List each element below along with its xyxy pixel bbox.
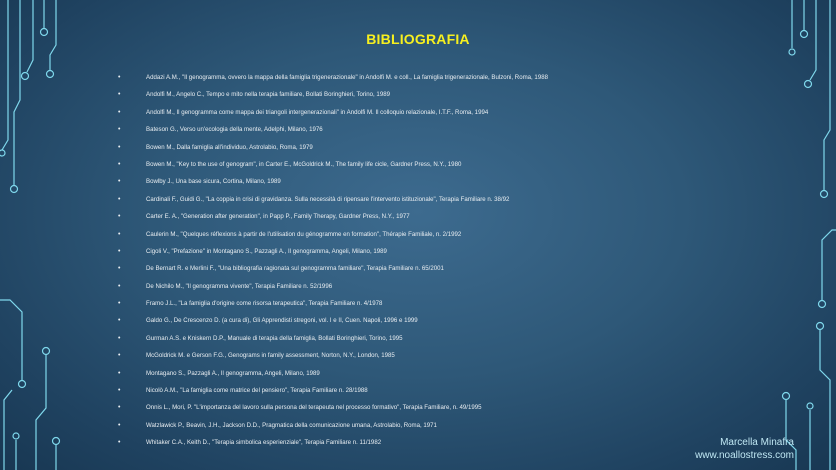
- bullet-icon: •: [118, 265, 121, 273]
- bullet-icon: •: [118, 160, 121, 168]
- list-item: [118, 159, 738, 176]
- reference-text: Caulerin M., "Quelques réflexions à partir de l'utilisation du génogramme en formation", Thérapie Familiale, n. 2/1992: [146, 230, 462, 238]
- reference-text: Galdo G., De Crescenzo D. (a cura di), Gli Apprendisti stregoni, vol. I e II, Cuen. Napoli, 1996 e 1999: [146, 317, 418, 325]
- reference-text: Carter E. A., "Generation after generation", in Papp P., Family Therapy, Gardner Press, N.Y., 1977: [146, 213, 410, 221]
- reference-text: Bateson G., Verso un'ecologia della mente, Adelphi, Milano, 1976: [146, 126, 323, 134]
- bullet-icon: •: [118, 300, 121, 308]
- reference-text: Onnis L., Mori, P. "L'importanza del lavoro sulla persona del terapeuta nel processo formativo", Terapia Familiare, n. 49/1995: [146, 404, 482, 412]
- bibliography-list: [118, 72, 738, 455]
- list-item: [118, 142, 738, 159]
- bullet-icon: •: [118, 213, 121, 221]
- author-name: Marcella Minafra: [720, 437, 794, 448]
- reference-text: Bowlby J., Una base sicura, Cortina, Milano, 1989: [146, 178, 281, 186]
- list-item: [118, 194, 738, 211]
- list-item: [118, 350, 738, 367]
- list-item: [118, 333, 738, 350]
- list-item: [118, 107, 738, 124]
- bullet-icon: •: [118, 317, 121, 325]
- reference-text: Bowen M., "Key to the use of genogram", in Carter E., McGoldrick M., The family life cicle, Gardner Press, N.Y., 1980: [146, 160, 462, 168]
- list-item: [118, 437, 738, 454]
- list-item: [118, 420, 738, 437]
- bullet-icon: •: [118, 421, 121, 429]
- list-item: [118, 402, 738, 419]
- list-item: [118, 281, 738, 298]
- reference-text: Watzlawick P., Beavin, J.H., Jackson D.D., Pragmatica della comunicazione umana, Astrolabio, Roma, 1971: [146, 421, 437, 429]
- slide-title: BIBLIOGRAFIA: [366, 31, 470, 47]
- bullet-icon: •: [118, 352, 121, 360]
- bullet-icon: •: [118, 439, 121, 447]
- bullet-icon: •: [118, 334, 121, 342]
- reference-text: Gurman A.S. e Kniskern D.P., Manuale di terapia della famiglia, Bollati Boringhieri, Torino, 1995: [146, 334, 403, 342]
- reference-text: De Bernart R. e Merlini F., "Una bibliografia ragionata sul genogramma familiare", Terapia Familiare n. 65/2001: [146, 265, 444, 273]
- circuit-decoration-left: [0, 0, 70, 470]
- bullet-icon: •: [118, 178, 121, 186]
- list-item: [118, 211, 738, 228]
- list-item: [118, 89, 738, 106]
- bullet-icon: •: [118, 387, 121, 395]
- reference-text: De Nichilo M., "Il genogramma vivente", Terapia Familiare n. 52/1996: [146, 282, 333, 290]
- bullet-icon: •: [118, 91, 121, 99]
- reference-text: Framo J.L., "La famiglia d'origine come risorsa terapeutica", Terapia Familiare n. 4/1978: [146, 300, 383, 308]
- list-item: [118, 124, 738, 141]
- author-website: www.noallostress.com: [695, 450, 794, 461]
- bullet-icon: •: [118, 74, 121, 81]
- author-signature: [695, 436, 794, 462]
- reference-text: Cigoli V., "Prefazione" in Montagano S., Pazzagli A., Il genogramma, Angeli, Milano, 1989: [146, 247, 387, 255]
- list-item: [118, 263, 738, 280]
- list-item: [118, 368, 738, 385]
- circuit-decoration-right: [766, 0, 836, 470]
- bullet-icon: •: [118, 230, 121, 238]
- bullet-icon: •: [118, 143, 121, 151]
- list-item: [118, 385, 738, 402]
- list-item: [118, 229, 738, 246]
- list-item: [118, 298, 738, 315]
- reference-text: McGoldrick M. e Gerson F.G., Genograms in family assessment, Norton, N.Y., London, 1985: [146, 352, 395, 360]
- reference-text: Nicolò A.M., "La famiglia come matrice del pensiero", Terapia Familiare n. 28/1988: [146, 387, 368, 395]
- bullet-icon: •: [118, 282, 121, 290]
- list-item: [118, 176, 738, 193]
- list-item: [118, 72, 738, 89]
- bullet-icon: •: [118, 247, 121, 255]
- bullet-icon: •: [118, 108, 121, 116]
- reference-text: Cardinali F., Guidi G., "La coppia in crisi di gravidanza. Sulla necessità di ripensare l'intervento istituzionale", Terapia Familiare n. 38/92: [146, 195, 510, 203]
- reference-text: Whitaker C.A., Keith D., "Terapia simbolica esperienziale", Terapia Familiare n. 11/1982: [146, 439, 382, 447]
- reference-text: Andolfi M., Il genogramma come mappa dei triangoli intergenerazionali" in Andolfi M. Il colloquio relazionale, I.T.F., Roma, 1994: [146, 108, 489, 116]
- bullet-icon: •: [118, 404, 121, 412]
- reference-text: Addazi A.M., "Il genogramma, ovvero la mappa della famiglia trigenerazionale" in Andolfi M. e coll., La famiglia trigenerazionale, Bulzoni, Roma, 1988: [146, 74, 548, 81]
- bullet-icon: •: [118, 195, 121, 203]
- reference-text: Andolfi M., Angelo C., Tempo e mito nella terapia familiare, Bollati Boringhieri, Torino, 1989: [146, 91, 390, 99]
- reference-text: Bowen M., Dalla famiglia all'individuo, Astrolabio, Roma, 1979: [146, 143, 313, 151]
- reference-text: Montagano S., Pazzagli A., Il genogramma, Angeli, Milano, 1989: [146, 369, 320, 377]
- bullet-icon: •: [118, 369, 121, 377]
- list-item: [118, 315, 738, 332]
- bullet-icon: •: [118, 126, 121, 134]
- list-item: [118, 246, 738, 263]
